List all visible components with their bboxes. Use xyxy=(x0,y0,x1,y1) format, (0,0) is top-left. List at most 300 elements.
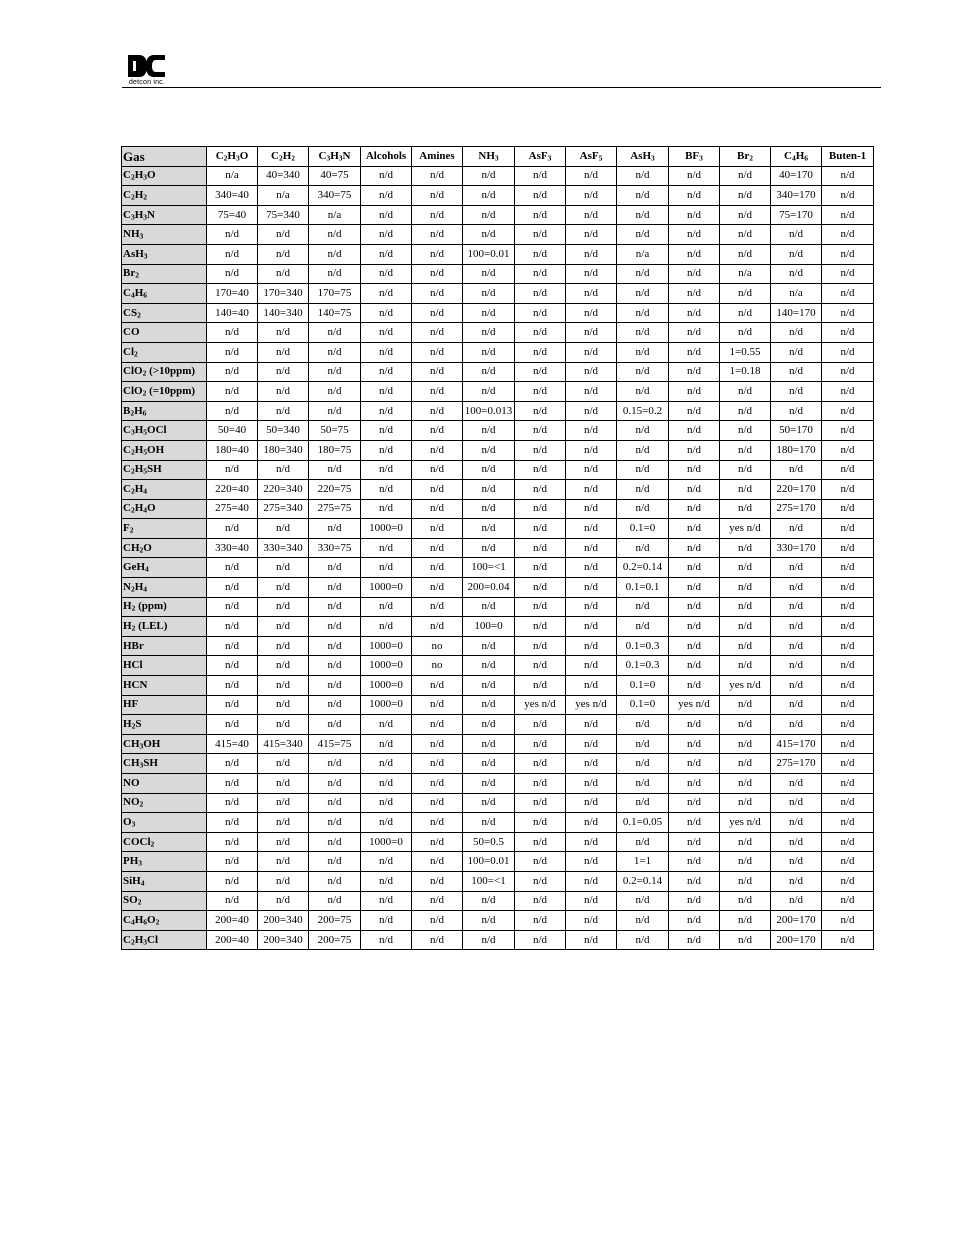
table-cell: n/d xyxy=(771,832,822,852)
table-cell: n/d xyxy=(361,597,412,617)
table-cell: 1=0.55 xyxy=(720,342,771,362)
table-cell: n/d xyxy=(822,421,874,441)
table-cell: n/d xyxy=(720,597,771,617)
table-cell: n/d xyxy=(361,538,412,558)
table-row xyxy=(122,401,874,421)
table-cell: n/a xyxy=(309,205,361,225)
table-cell: n/d xyxy=(669,676,720,696)
column-header: Amines xyxy=(412,147,463,167)
row-gas-label: ClO$_2$ (=10ppm) xyxy=(122,382,207,402)
table-cell: n/d xyxy=(669,734,720,754)
table-cell: n/d xyxy=(361,244,412,264)
table-cell: n/d xyxy=(617,617,669,637)
table-cell: n/d xyxy=(412,421,463,441)
table-cell: n/d xyxy=(822,911,874,931)
table-cell: 100=<1 xyxy=(463,558,515,578)
row-gas-label: $Br_2$ xyxy=(122,264,207,284)
table-cell: 1000=0 xyxy=(361,832,412,852)
table-cell: n/d xyxy=(822,401,874,421)
table-cell: n/d xyxy=(361,793,412,813)
table-cell: 275=170 xyxy=(771,499,822,519)
table-row xyxy=(122,852,874,872)
table-cell: n/d xyxy=(617,538,669,558)
table-cell: yes n/d xyxy=(669,695,720,715)
row-gas-label: $H_2S$ xyxy=(122,715,207,735)
table-cell: n/d xyxy=(515,891,566,911)
table-cell: n/d xyxy=(309,323,361,343)
row-gas-label: $CH_3SH$ xyxy=(122,754,207,774)
table-cell: n/d xyxy=(258,695,309,715)
table-cell: n/d xyxy=(566,793,617,813)
table-cell: n/d xyxy=(617,460,669,480)
table-row xyxy=(122,578,874,598)
table-cell: n/d xyxy=(515,225,566,245)
table-cell: n/d xyxy=(822,499,874,519)
table-cell: n/d xyxy=(258,754,309,774)
table-cell: n/d xyxy=(463,676,515,696)
table-cell: n/d xyxy=(669,813,720,833)
table-cell: n/d xyxy=(617,793,669,813)
table-cell: n/d xyxy=(720,715,771,735)
table-cell: n/d xyxy=(720,538,771,558)
table-cell: n/a xyxy=(258,186,309,206)
table-cell: n/d xyxy=(207,597,258,617)
table-cell: n/d xyxy=(412,460,463,480)
table-cell: n/d xyxy=(720,911,771,931)
table-cell: n/d xyxy=(669,264,720,284)
table-cell: n/d xyxy=(566,656,617,676)
table-cell: n/d xyxy=(463,166,515,186)
column-header: $C_4H_6$ xyxy=(771,147,822,167)
table-cell: yes n/d xyxy=(720,813,771,833)
table-row xyxy=(122,538,874,558)
row-gas-label: $CH_2O$ xyxy=(122,538,207,558)
table-row xyxy=(122,676,874,696)
table-cell: n/d xyxy=(617,911,669,931)
table-cell: n/d xyxy=(617,440,669,460)
table-cell: n/d xyxy=(207,754,258,774)
table-cell: n/d xyxy=(720,323,771,343)
table-cell: n/d xyxy=(669,715,720,735)
table-cell: n/d xyxy=(617,891,669,911)
table-cell: n/d xyxy=(463,793,515,813)
table-cell: n/d xyxy=(463,440,515,460)
table-cell: n/d xyxy=(771,676,822,696)
row-gas-label: NO xyxy=(122,774,207,794)
table-cell: n/d xyxy=(566,382,617,402)
table-cell: n/d xyxy=(515,832,566,852)
table-cell: n/d xyxy=(822,754,874,774)
table-cell: n/d xyxy=(822,617,874,637)
table-cell: n/d xyxy=(361,421,412,441)
table-cell: n/d xyxy=(258,636,309,656)
table-cell: n/d xyxy=(669,852,720,872)
table-cell: n/d xyxy=(258,597,309,617)
table-cell: n/d xyxy=(566,617,617,637)
table-cell: n/d xyxy=(412,852,463,872)
table-cell: n/d xyxy=(412,617,463,637)
table-cell: n/d xyxy=(515,166,566,186)
table-cell: n/d xyxy=(566,186,617,206)
table-cell: n/d xyxy=(515,617,566,637)
table-cell: yes n/d xyxy=(515,695,566,715)
table-cell: no xyxy=(412,656,463,676)
table-cell: n/d xyxy=(361,891,412,911)
table-cell: n/d xyxy=(463,499,515,519)
table-cell: n/d xyxy=(822,460,874,480)
table-cell: n/d xyxy=(361,480,412,500)
table-cell: n/d xyxy=(207,342,258,362)
column-header: Buten-1 xyxy=(822,147,874,167)
table-cell: n/d xyxy=(515,852,566,872)
table-cell: 1000=0 xyxy=(361,676,412,696)
table-cell: 140=340 xyxy=(258,303,309,323)
table-cell: n/d xyxy=(258,342,309,362)
table-cell: n/d xyxy=(207,519,258,539)
table-cell: 100=0.01 xyxy=(463,244,515,264)
table-cell: n/d xyxy=(771,617,822,637)
table-cell: n/d xyxy=(361,774,412,794)
row-gas-label: SiH$_4$ xyxy=(122,871,207,891)
table-cell: n/d xyxy=(412,813,463,833)
table-cell: 1000=0 xyxy=(361,636,412,656)
table-cell: n/d xyxy=(412,832,463,852)
table-cell: 40=340 xyxy=(258,166,309,186)
table-cell: n/d xyxy=(822,656,874,676)
row-gas-label: $C_4H_6O_2$ xyxy=(122,911,207,931)
table-cell: n/d xyxy=(566,538,617,558)
table-row xyxy=(122,715,874,735)
table-cell: n/d xyxy=(207,401,258,421)
table-cell: n/d xyxy=(771,264,822,284)
table-cell: n/d xyxy=(207,813,258,833)
table-cell: 0.1=0.1 xyxy=(617,578,669,598)
table-cell: n/d xyxy=(617,421,669,441)
table-cell: yes n/d xyxy=(720,676,771,696)
row-gas-label: CO xyxy=(122,323,207,343)
table-cell: n/d xyxy=(669,205,720,225)
table-cell: n/d xyxy=(566,205,617,225)
row-gas-label: HCl xyxy=(122,656,207,676)
table-cell: 180=75 xyxy=(309,440,361,460)
table-cell: 50=0.5 xyxy=(463,832,515,852)
row-gas-label: $C_2H_4$ xyxy=(122,480,207,500)
table-cell: n/d xyxy=(207,617,258,637)
table-cell: n/d xyxy=(463,284,515,304)
table-cell: n/d xyxy=(566,715,617,735)
table-row xyxy=(122,911,874,931)
column-header: AsH$_3$ xyxy=(617,147,669,167)
table-cell: n/d xyxy=(669,930,720,950)
row-gas-label: HCN xyxy=(122,676,207,696)
table-row xyxy=(122,460,874,480)
table-cell: n/d xyxy=(617,774,669,794)
row-gas-label: AsH$_3$ xyxy=(122,244,207,264)
table-cell: n/d xyxy=(412,323,463,343)
table-cell: n/d xyxy=(412,440,463,460)
table-cell: 330=170 xyxy=(771,538,822,558)
table-cell: n/d xyxy=(207,264,258,284)
table-cell: n/d xyxy=(207,362,258,382)
table-cell: n/d xyxy=(617,342,669,362)
table-row xyxy=(122,480,874,500)
table-row xyxy=(122,734,874,754)
table-cell: n/d xyxy=(515,264,566,284)
table-cell: n/d xyxy=(720,578,771,598)
table-cell: n/d xyxy=(309,754,361,774)
table-cell: n/d xyxy=(207,715,258,735)
table-row xyxy=(122,440,874,460)
table-cell: n/d xyxy=(207,891,258,911)
table-cell: n/d xyxy=(822,166,874,186)
table-cell: n/d xyxy=(309,362,361,382)
table-cell: n/d xyxy=(566,558,617,578)
table-cell: n/d xyxy=(669,460,720,480)
table-cell: n/d xyxy=(361,382,412,402)
table-cell: n/d xyxy=(361,205,412,225)
table-cell: n/d xyxy=(617,930,669,950)
table-row xyxy=(122,656,874,676)
table-cell: n/d xyxy=(361,284,412,304)
table-row xyxy=(122,519,874,539)
table-cell: n/d xyxy=(361,264,412,284)
table-cell: n/d xyxy=(669,774,720,794)
table-cell: n/d xyxy=(412,793,463,813)
table-cell: n/d xyxy=(515,342,566,362)
table-cell: n/d xyxy=(669,323,720,343)
table-cell: n/d xyxy=(566,284,617,304)
table-cell: n/d xyxy=(822,891,874,911)
table-cell: n/d xyxy=(669,440,720,460)
table-cell: n/d xyxy=(463,774,515,794)
table-cell: 220=75 xyxy=(309,480,361,500)
table-cell: n/d xyxy=(463,382,515,402)
column-header: $NH_3$ xyxy=(463,147,515,167)
table-cell: n/d xyxy=(720,832,771,852)
table-row xyxy=(122,754,874,774)
table-cell: n/d xyxy=(515,578,566,598)
table-cell: n/d xyxy=(258,558,309,578)
table-cell: n/d xyxy=(412,401,463,421)
table-cell: 415=340 xyxy=(258,734,309,754)
table-cell: n/d xyxy=(566,578,617,598)
table-cell: 0.1=0.3 xyxy=(617,636,669,656)
table-cell: 0.2=0.14 xyxy=(617,871,669,891)
table-row xyxy=(122,284,874,304)
table-cell: n/d xyxy=(771,460,822,480)
table-cell: n/d xyxy=(258,813,309,833)
table-cell: n/d xyxy=(412,676,463,696)
table-cell: n/d xyxy=(463,813,515,833)
table-cell: n/d xyxy=(412,166,463,186)
table-cell: n/d xyxy=(309,401,361,421)
table-cell: n/d xyxy=(720,617,771,637)
table-cell: n/d xyxy=(515,519,566,539)
table-cell: n/d xyxy=(669,754,720,774)
table-cell: n/d xyxy=(309,793,361,813)
table-cell: 0.1=0.3 xyxy=(617,656,669,676)
table-cell: n/d xyxy=(515,284,566,304)
table-cell: n/d xyxy=(258,715,309,735)
table-cell: 330=75 xyxy=(309,538,361,558)
table-row xyxy=(122,597,874,617)
table-cell: n/d xyxy=(515,460,566,480)
table-cell: n/d xyxy=(617,303,669,323)
table-cell: n/d xyxy=(617,362,669,382)
table-cell: n/d xyxy=(566,930,617,950)
row-gas-label: $C_2H_5SH$ xyxy=(122,460,207,480)
table-row xyxy=(122,499,874,519)
table-cell: 340=170 xyxy=(771,186,822,206)
table-cell: 0.1=0 xyxy=(617,676,669,696)
table-cell: n/d xyxy=(822,852,874,872)
table-cell: n/d xyxy=(463,362,515,382)
table-cell: n/d xyxy=(515,244,566,264)
table-cell: n/d xyxy=(771,342,822,362)
table-cell: n/d xyxy=(515,401,566,421)
table-cell: 220=340 xyxy=(258,480,309,500)
table-cell: n/d xyxy=(566,832,617,852)
table-cell: n/d xyxy=(720,284,771,304)
table-row xyxy=(122,891,874,911)
table-cell: n/d xyxy=(361,754,412,774)
table-cell: 100=<1 xyxy=(463,871,515,891)
table-cell: n/d xyxy=(207,636,258,656)
table-cell: n/d xyxy=(566,891,617,911)
table-row xyxy=(122,871,874,891)
table-cell: n/d xyxy=(463,303,515,323)
table-cell: n/d xyxy=(822,871,874,891)
table-row xyxy=(122,186,874,206)
table-cell: n/d xyxy=(720,656,771,676)
table-cell: n/d xyxy=(361,499,412,519)
table-cell: n/d xyxy=(412,480,463,500)
table-cell: n/d xyxy=(669,891,720,911)
table-cell: n/d xyxy=(720,186,771,206)
table-cell: n/d xyxy=(720,774,771,794)
table-cell: n/d xyxy=(617,734,669,754)
table-cell: n/d xyxy=(463,460,515,480)
row-gas-label: $Cl_2$ xyxy=(122,342,207,362)
table-cell: n/d xyxy=(309,264,361,284)
column-header: AsF$_5$ xyxy=(566,147,617,167)
table-cell: yes n/d xyxy=(566,695,617,715)
table-cell: n/d xyxy=(515,303,566,323)
table-cell: n/d xyxy=(258,460,309,480)
table-cell: 1000=0 xyxy=(361,656,412,676)
table-cell: n/d xyxy=(258,852,309,872)
table-cell: n/d xyxy=(361,186,412,206)
table-cell: n/d xyxy=(720,891,771,911)
table-cell: 1000=0 xyxy=(361,519,412,539)
cross-sensitivity-table xyxy=(121,146,874,950)
table-row xyxy=(122,636,874,656)
table-cell: n/d xyxy=(515,499,566,519)
table-cell: n/d xyxy=(463,421,515,441)
table-row xyxy=(122,244,874,264)
table-cell: n/d xyxy=(412,225,463,245)
table-cell: n/d xyxy=(822,244,874,264)
table-cell: n/d xyxy=(566,597,617,617)
table-cell: n/d xyxy=(207,382,258,402)
table-cell: n/d xyxy=(258,519,309,539)
table-cell: n/d xyxy=(617,715,669,735)
table-cell: n/d xyxy=(566,362,617,382)
table-cell: 340=40 xyxy=(207,186,258,206)
row-gas-label: $C_4H_6$ xyxy=(122,284,207,304)
column-header: $BF_3$ xyxy=(669,147,720,167)
table-cell: n/d xyxy=(771,519,822,539)
table-row xyxy=(122,793,874,813)
table-cell: n/d xyxy=(515,186,566,206)
table-cell: n/d xyxy=(617,754,669,774)
table-cell: 40=75 xyxy=(309,166,361,186)
table-row xyxy=(122,264,874,284)
table-cell: 0.1=0 xyxy=(617,695,669,715)
table-cell: n/d xyxy=(412,715,463,735)
table-cell: n/d xyxy=(515,813,566,833)
table-cell: n/d xyxy=(771,636,822,656)
table-cell: n/d xyxy=(822,636,874,656)
table-cell: n/d xyxy=(463,930,515,950)
corner-label: Gas xyxy=(122,147,207,167)
table-cell: n/d xyxy=(771,656,822,676)
table-cell: n/d xyxy=(412,911,463,931)
table-cell: n/d xyxy=(617,323,669,343)
table-cell: n/d xyxy=(822,774,874,794)
table-cell: n/d xyxy=(617,597,669,617)
table-cell: n/d xyxy=(412,754,463,774)
table-cell: n/d xyxy=(463,715,515,735)
table-cell: n/d xyxy=(361,734,412,754)
table-cell: n/d xyxy=(566,421,617,441)
table-cell: n/d xyxy=(669,832,720,852)
table-cell: n/d xyxy=(515,382,566,402)
table-cell: 170=340 xyxy=(258,284,309,304)
table-cell: 0.2=0.14 xyxy=(617,558,669,578)
table-cell: 275=40 xyxy=(207,499,258,519)
table-cell: 200=0.04 xyxy=(463,578,515,598)
table-cell: n/d xyxy=(309,891,361,911)
table-cell: n/d xyxy=(207,676,258,696)
table-cell: n/d xyxy=(669,480,720,500)
table-cell: n/d xyxy=(566,480,617,500)
table-cell: 200=40 xyxy=(207,930,258,950)
logo-text: detcon inc. xyxy=(128,79,166,86)
table-cell: n/d xyxy=(669,499,720,519)
table-cell: n/d xyxy=(669,186,720,206)
table-cell: n/d xyxy=(463,636,515,656)
table-cell: n/d xyxy=(720,852,771,872)
table-cell: 275=170 xyxy=(771,754,822,774)
table-cell: n/d xyxy=(463,734,515,754)
table-cell: n/d xyxy=(566,264,617,284)
table-cell: n/d xyxy=(207,832,258,852)
table-cell: n/d xyxy=(566,813,617,833)
row-gas-label: $C_2H_4O$ xyxy=(122,499,207,519)
table-cell: n/d xyxy=(207,323,258,343)
table-cell: n/d xyxy=(361,166,412,186)
table-cell: n/d xyxy=(669,793,720,813)
table-cell: n/d xyxy=(515,734,566,754)
row-gas-label: $C_2H_3Cl$ xyxy=(122,930,207,950)
table-cell: n/d xyxy=(822,597,874,617)
column-header: $C_3H_3N$ xyxy=(309,147,361,167)
table-cell: n/d xyxy=(669,871,720,891)
table-cell: n/d xyxy=(463,891,515,911)
header-rule xyxy=(122,87,881,88)
table-cell: n/d xyxy=(412,538,463,558)
